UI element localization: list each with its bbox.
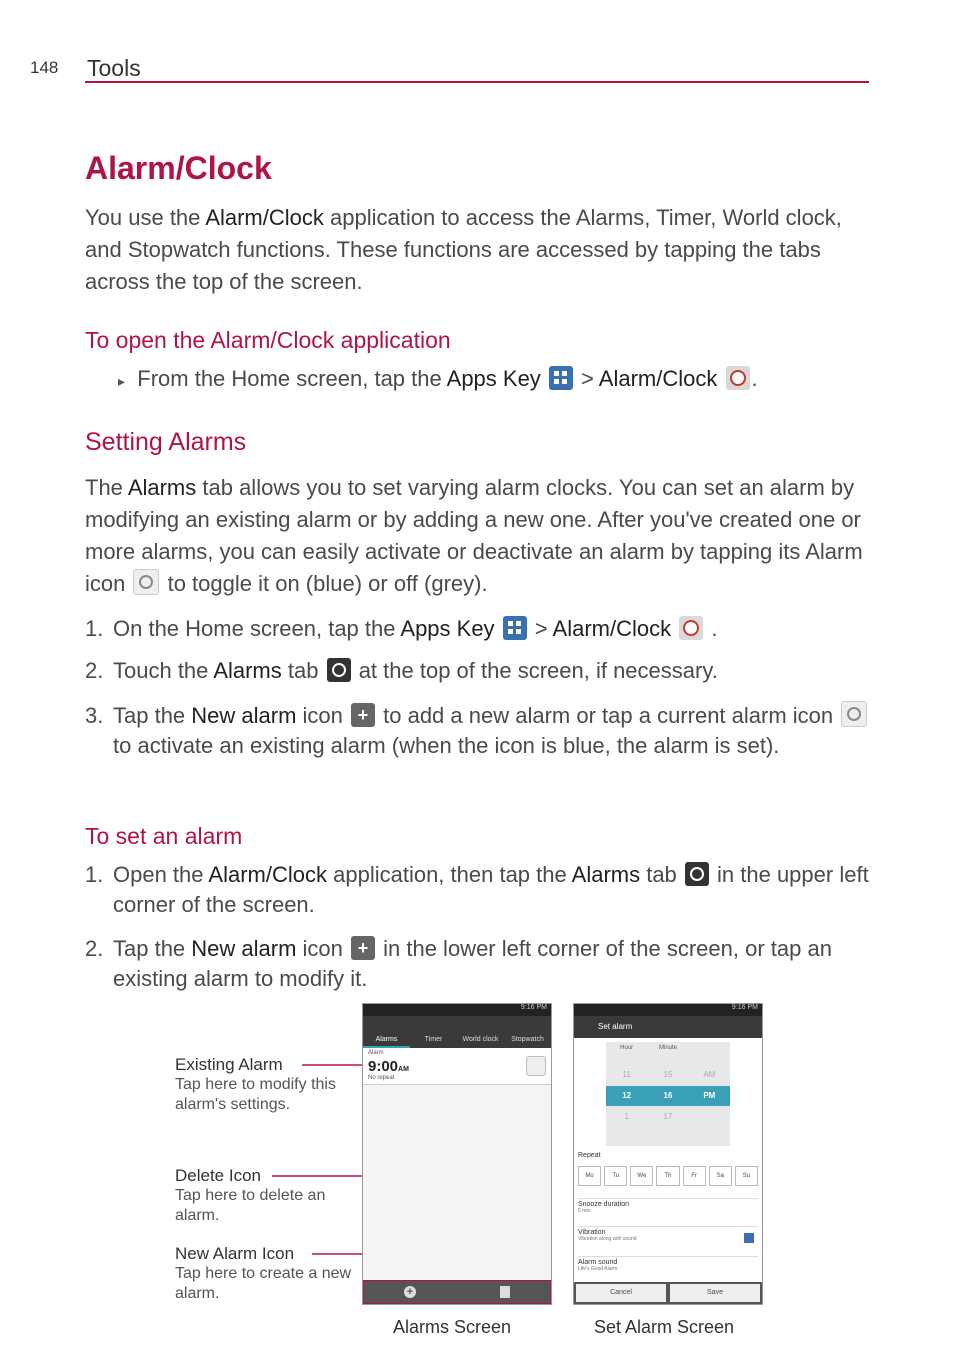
set-step-1: Open the Alarm/Clock application, then tap the Alarms tab in the upper left corner of the screen. [113,862,869,917]
day-we[interactable]: We [630,1166,653,1186]
page-number: 148 [30,58,59,77]
set-alarm-heading: To set an alarm [85,823,243,849]
step-number: 3. [85,703,104,728]
tab-world-clock[interactable]: World clock [462,1036,499,1043]
day-tu[interactable]: Tu [604,1166,627,1186]
alarm-time: 9:00AM [368,1058,409,1075]
picker-selected-minute: 16 [663,1091,673,1100]
step-1: On the Home screen, tap the Apps Key > Alarm/Clock . [113,616,718,641]
set-alarm-screen [573,1003,763,1305]
vibration-checkbox[interactable] [744,1233,754,1243]
intro-paragraph: You use the Alarm/Clock application to access the Alarms, Timer, World clock, and Stopwatch functions. These functions are accessed by tapping the tabs across the top of the screen. [85,205,842,294]
new-alarm-button[interactable]: + [404,1286,416,1298]
section-title: Tools [87,55,141,81]
bullet-arrow-icon: ▸ [118,373,126,389]
step-number: 2. [85,658,104,683]
time-picker[interactable] [606,1042,730,1146]
step-number: 1. [85,616,104,641]
day-fr[interactable]: Fr [683,1166,706,1186]
alarms-screen [362,1003,552,1305]
alarm-repeat: No repeat [368,1075,395,1081]
picker-prev-minute: 15 [663,1070,673,1079]
picker-selected-hour: 12 [622,1091,632,1100]
set-alarm-title: Set alarm [574,1016,762,1038]
page-title: Alarm/Clock [85,150,272,186]
repeat-label: Repeat [578,1152,601,1159]
picker-col-hour: Hour [620,1045,634,1051]
step-number: 1. [85,862,104,887]
picker-next-minute: 17 [663,1112,673,1121]
set-step-2: Tap the New alarm icon + in the lower left corner of the screen, or tap an existing alarm to modify it. [113,934,873,994]
open-step: ▸ From the Home screen, tap the Apps Key > Alarm/Clock . [118,366,758,391]
bottom-bar [363,1280,551,1304]
repeat-days [578,1166,758,1186]
setting-alarms-heading: Setting Alarms [85,428,247,456]
tab-alarms[interactable]: Alarms [363,1016,410,1048]
setting-paragraph: The Alarms tab allows you to set varying alarm clocks. You can set an alarm by modifying an existing alarm or by adding a new one. After you've created one or more alarms, you can easily activate or deactivate an alarm by tapping its Alarm icon to toggle it on (blue) or off (grey). [85,475,863,596]
step-3: Tap the New alarm icon + to add a new alarm or tap a current alarm icon to activate an existing alarm (when the icon is blue, the alarm is set). [113,701,873,761]
open-heading: To open the Alarm/Clock application [85,327,451,353]
picker-prev-hour: 11 [622,1070,631,1079]
tab-timer[interactable]: Timer [424,1036,443,1043]
picker-col-minute: Minute [658,1045,677,1051]
status-bar: 9:16 PM [363,1004,551,1016]
step-2: Touch the Alarms tab at the top of the screen, if necessary. [113,658,718,683]
caption-set-alarm-screen: Set Alarm Screen [594,1317,735,1337]
tab-bar [363,1016,551,1048]
day-su[interactable]: Su [735,1166,758,1186]
alarm-sound-row[interactable]: Alarm sound Life's Good Alarm [578,1256,758,1272]
vibration-row[interactable]: Vibration Vibration along with sound [578,1226,758,1242]
alarm-label: Alarm [368,1050,384,1056]
callout-existing-alarm: Existing Alarm Tap here to modify this alarm's settings. [175,1055,336,1113]
caption-alarms-screen: Alarms Screen [393,1317,512,1337]
day-th[interactable]: Th [656,1166,679,1186]
callout-delete-icon: Delete Icon Tap here to delete an alarm. [175,1166,326,1224]
picker-prev-ampm: AM [703,1070,716,1079]
cancel-button[interactable]: Cancel [576,1284,666,1302]
existing-alarm-row[interactable] [363,1048,551,1085]
status-bar: 9:16 PM [574,1004,762,1016]
save-button[interactable]: Save [670,1284,760,1302]
day-sa[interactable]: Sa [709,1166,732,1186]
callout-new-alarm-icon: New Alarm Icon Tap here to create a new alarm. [175,1244,352,1302]
delete-icon[interactable] [500,1286,510,1298]
snooze-row[interactable]: Snooze duration 5 min [578,1198,758,1214]
picker-next-hour: 1 [624,1112,629,1121]
tab-stopwatch[interactable]: Stopwatch [511,1036,544,1043]
step-number: 2. [85,936,104,961]
picker-selected-ampm: PM [703,1091,716,1100]
set-alarm-buttons [574,1282,762,1304]
alarm-toggle-icon[interactable] [526,1056,546,1076]
day-mo[interactable]: Mo [578,1166,601,1186]
